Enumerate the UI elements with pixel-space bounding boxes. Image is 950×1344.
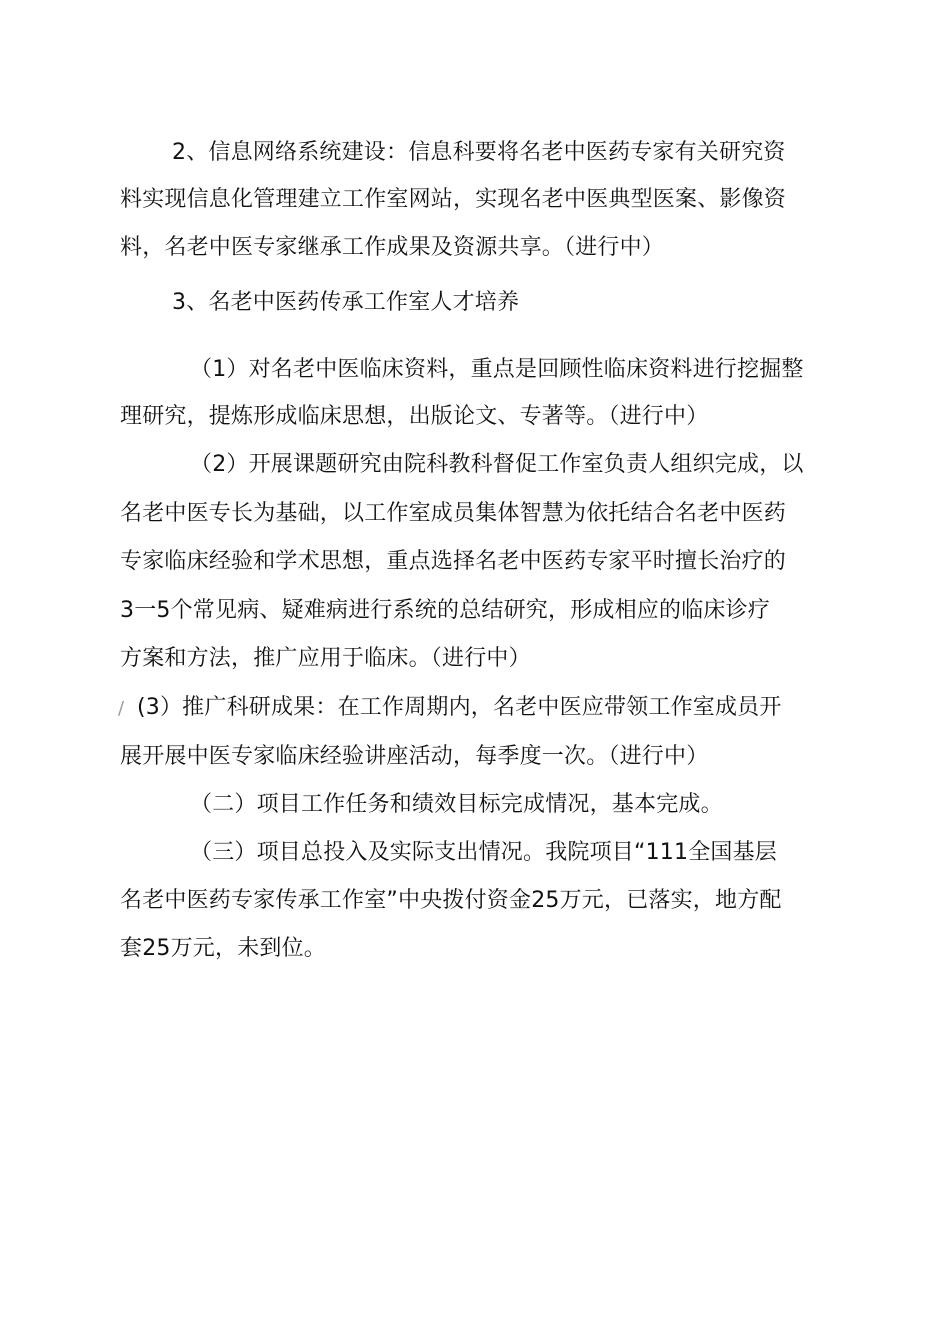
paragraph-6-line-2: 名老中医药专家传承工作室”中央拨付资金25万元，已落实，地方配 <box>120 888 782 913</box>
paragraph-6-line-3: 套25万元，未到位。 <box>120 936 326 961</box>
paragraph-4-line-1: (3）推广科研成果：在工作周期内，名老中医应带领工作室成员开 <box>137 695 782 720</box>
paragraph-5-line-1: （二）项目工作任务和绩效目标完成情况，基本完成。 <box>190 792 723 817</box>
paragraph-3-line-1: （2）开展课题研究由院科教科督促工作室负责人组织完成，以 <box>190 452 804 477</box>
paragraph-2-line-2: 理研究，提炼形成临床思想，出版论文、专著等。（进行中） <box>120 404 709 429</box>
paragraph-2-line-1: （1）对名老中医临床资料，重点是回顾性临床资料进行挖掘整 <box>190 357 804 382</box>
margin-mark: / <box>118 698 125 719</box>
section-heading-3: 3、名老中医药传承工作室人才培养 <box>172 290 520 315</box>
paragraph-1-line-1: 2、信息网络系统建设：信息科要将名老中医药专家有关研究资 <box>172 140 786 165</box>
paragraph-3-line-2: 名老中医专长为基础，以工作室成员集体智慧为依托结合名老中医药 <box>120 501 787 526</box>
paragraph-1-line-2: 料实现信息化管理建立工作室网站，实现名老中医典型医案、影像资 <box>120 187 787 212</box>
paragraph-3-line-3: 专家临床经验和学术思想，重点选择名老中医药专家平时擅长治疗的 <box>120 549 787 574</box>
paragraph-6-line-1: （三）项目总投入及实际支出情况。我院项目“111全国基层 <box>190 840 777 865</box>
paragraph-3-line-5: 方案和方法，推广应用于临床。（进行中） <box>120 646 531 671</box>
paragraph-3-line-4: 3一5个常见病、疑难病进行系统的总结研究，形成相应的临床诊疗 <box>120 598 770 623</box>
paragraph-4-line-2: 展开展中医专家临床经验讲座活动，每季度一次。（进行中） <box>120 744 709 769</box>
paragraph-1-line-3: 料，名老中医专家继承工作成果及资源共享。（进行中） <box>120 235 665 260</box>
